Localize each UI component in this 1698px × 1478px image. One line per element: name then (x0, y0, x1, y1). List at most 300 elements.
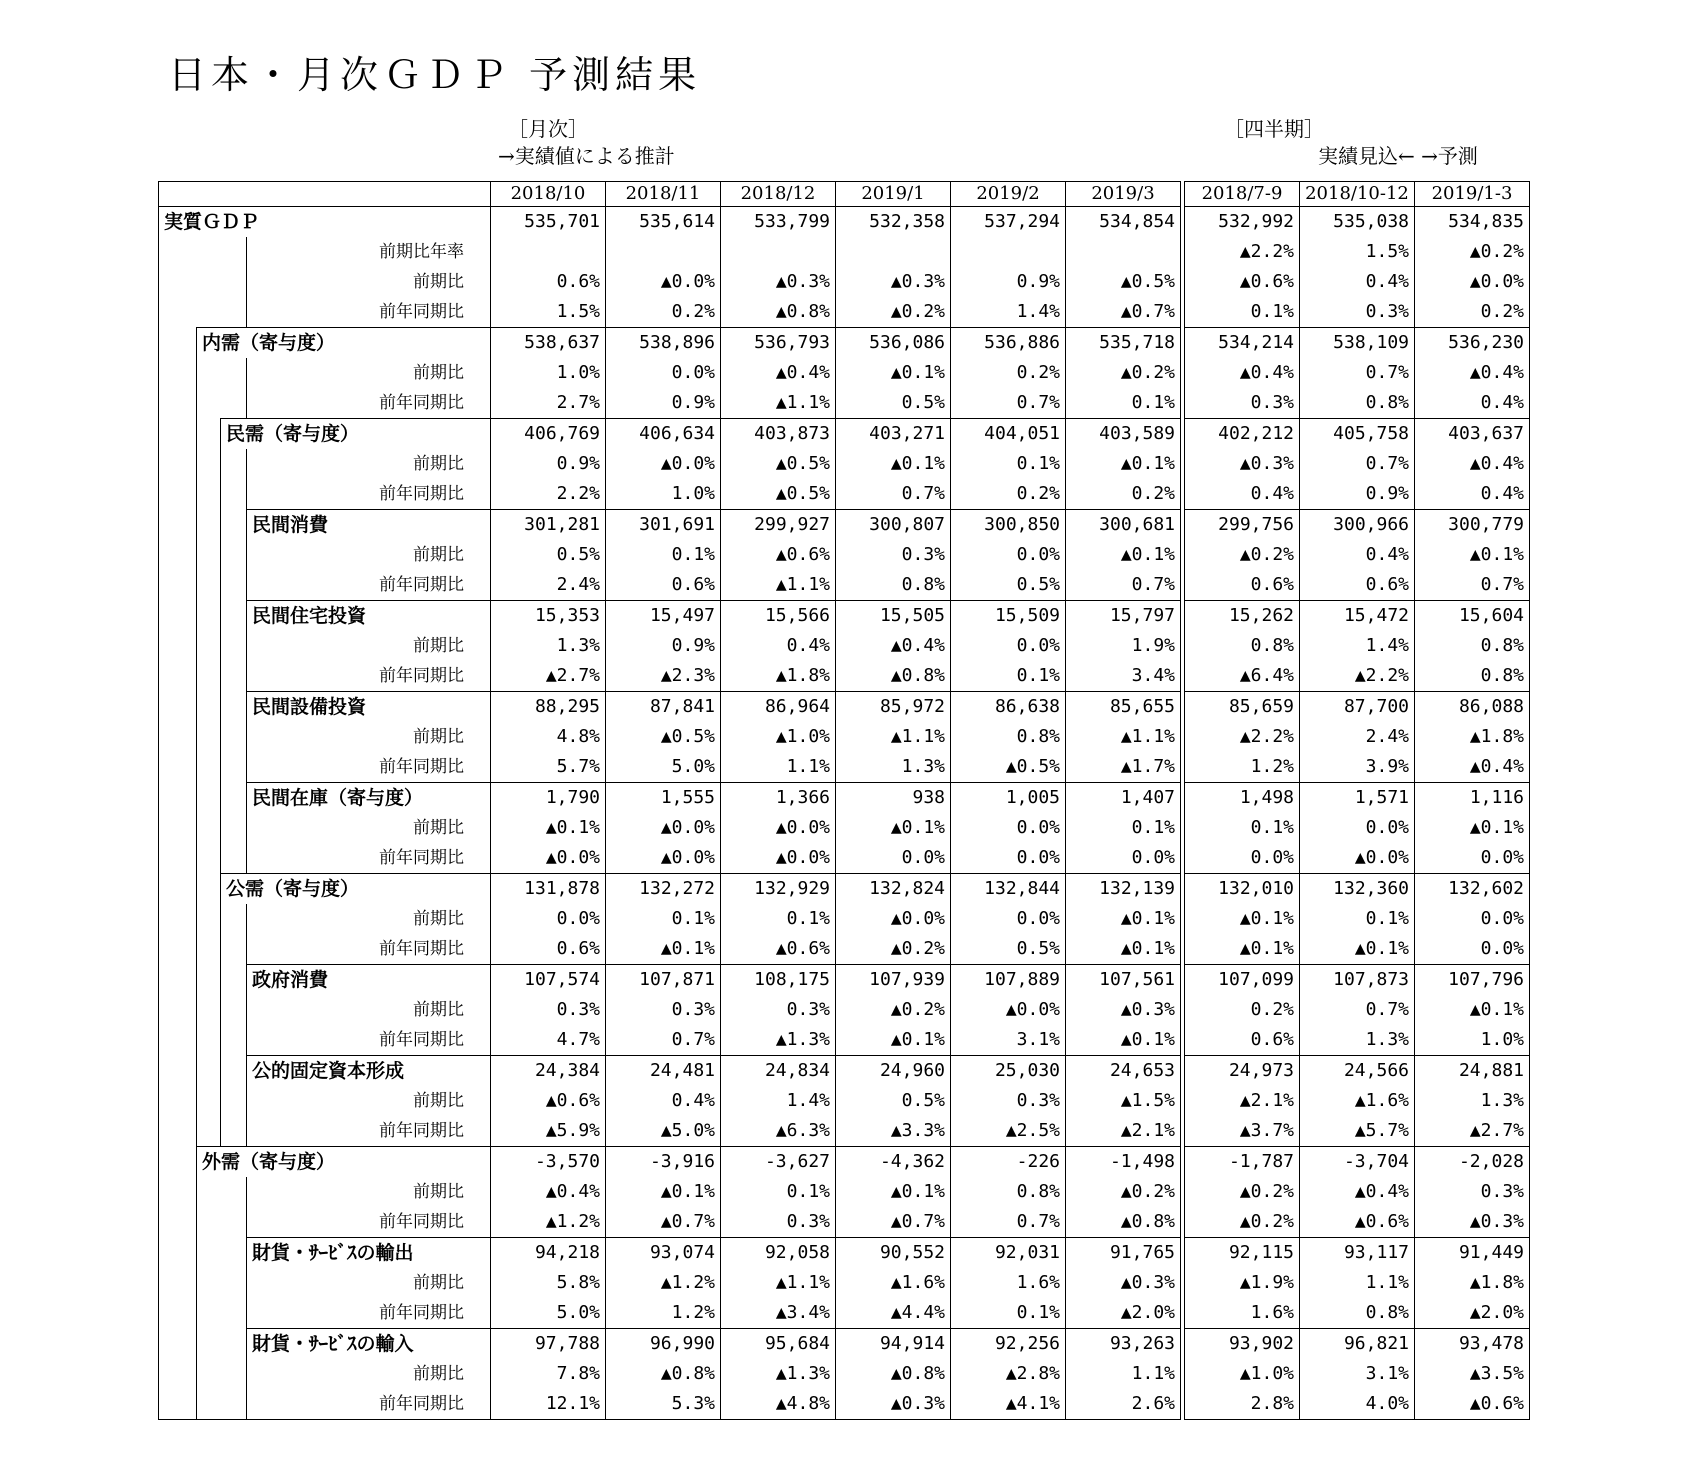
table-row-rate (1185, 237, 1530, 267)
indent-cell (197, 965, 221, 996)
table-row-rate (159, 843, 1181, 874)
table-row-rate (1185, 1298, 1530, 1329)
value-cell: 0.4% (1300, 267, 1415, 297)
indent-cell (159, 449, 197, 479)
table-row-rate (159, 904, 1181, 934)
value-cell: ▲5.9% (491, 1116, 606, 1147)
value-cell: 1,555 (606, 783, 721, 814)
value-cell: 132,602 (1415, 874, 1530, 905)
value-cell: ▲0.2% (1415, 237, 1530, 267)
value-cell: ▲1.2% (606, 1268, 721, 1298)
value-cell: 1.4% (1300, 631, 1415, 661)
indent-cell (221, 570, 247, 601)
value-cell: 0.5% (491, 540, 606, 570)
row-label: 公需（寄与度） (221, 874, 491, 905)
row-sublabel: 前期比 (247, 1268, 491, 1298)
value-cell: 97,788 (491, 1329, 606, 1360)
indent-cell (221, 934, 247, 965)
value-cell: 301,281 (491, 510, 606, 541)
value-cell: ▲2.1% (1066, 1116, 1181, 1147)
value-cell: 535,614 (606, 207, 721, 238)
value-cell: ▲0.8% (721, 297, 836, 328)
value-cell: ▲0.1% (1415, 995, 1530, 1025)
table-row-rate (1185, 1177, 1530, 1207)
value-cell: 92,031 (951, 1238, 1066, 1269)
indent-cell (159, 358, 197, 388)
value-cell: -3,570 (491, 1147, 606, 1178)
row-sublabel: 前期比 (247, 813, 491, 843)
value-cell: 1.1% (1066, 1359, 1181, 1389)
value-cell: 402,212 (1185, 419, 1300, 450)
value-cell: 0.7% (606, 1025, 721, 1056)
indent-cell (221, 1298, 247, 1329)
value-cell: 0.9% (606, 388, 721, 419)
value-cell (606, 237, 721, 267)
value-cell: 0.3% (491, 995, 606, 1025)
table-row-rate (1185, 267, 1530, 297)
value-cell: ▲0.4% (721, 358, 836, 388)
value-cell: 93,074 (606, 1238, 721, 1269)
row-sublabel: 前年同期比 (247, 1116, 491, 1147)
value-cell: 0.6% (1300, 570, 1415, 601)
row-label: 政府消費 (247, 965, 491, 996)
value-cell: 0.7% (951, 388, 1066, 419)
value-cell: ▲1.3% (721, 1359, 836, 1389)
indent-cell (197, 843, 221, 874)
value-cell: 92,115 (1185, 1238, 1300, 1269)
indent-cell (197, 267, 221, 297)
value-cell: 108,175 (721, 965, 836, 996)
value-cell: 25,030 (951, 1056, 1066, 1087)
indent-cell (221, 1086, 247, 1116)
indent-cell (197, 1329, 221, 1360)
value-cell: 0.2% (1415, 297, 1530, 328)
value-cell: 0.1% (951, 1298, 1066, 1329)
value-cell: 1,790 (491, 783, 606, 814)
indent-cell (159, 934, 197, 965)
indent-cell (197, 1086, 221, 1116)
page-title: 日本・月次ＧＤＰ 予測結果 (168, 53, 702, 97)
table-row-rate (159, 267, 1181, 297)
value-cell: ▲0.1% (1066, 449, 1181, 479)
value-cell: 93,117 (1300, 1238, 1415, 1269)
value-cell: ▲0.2% (1239, 544, 1294, 565)
value-cell: ▲0.4% (1415, 752, 1530, 783)
value-cell: 132,824 (836, 874, 951, 905)
value-cell: 95,684 (721, 1329, 836, 1360)
indent-cell (221, 297, 247, 328)
table-row-item (159, 207, 1181, 238)
value-cell: 299,927 (721, 510, 836, 541)
value-cell: 533,799 (721, 207, 836, 238)
value-cell (1066, 237, 1181, 267)
value-cell: -3,916 (606, 1147, 721, 1178)
value-cell: 96,821 (1300, 1329, 1415, 1360)
table-row-item (159, 692, 1181, 723)
indent-cell (197, 661, 221, 692)
value-cell: 0.0% (1415, 843, 1530, 874)
value-cell: 0.6% (1250, 574, 1294, 595)
value-cell: ▲0.1% (1415, 540, 1530, 570)
indent-cell (221, 601, 247, 632)
value-cell: 534,854 (1066, 207, 1181, 238)
indent-cell (159, 1268, 197, 1298)
row-sublabel: 前年同期比 (247, 661, 491, 692)
indent-cell (221, 358, 247, 388)
value-cell: 0.3% (1415, 1177, 1530, 1207)
value-cell: 0.2% (951, 479, 1066, 510)
indent-cell (159, 813, 197, 843)
value-cell: 0.7% (1300, 995, 1415, 1025)
column-header-month: 2018/11 (606, 182, 721, 207)
row-sublabel: 前年同期比 (247, 752, 491, 783)
value-cell: 0.0% (836, 843, 951, 874)
value-cell: ▲0.7% (606, 1207, 721, 1238)
indent-cell (221, 449, 247, 479)
value-cell: ▲0.2% (836, 297, 951, 328)
table-row-rate (159, 722, 1181, 752)
row-sublabel: 前年同期比 (247, 1298, 491, 1329)
value-cell: -3,627 (721, 1147, 836, 1178)
value-cell: 0.0% (951, 813, 1066, 843)
indent-cell (197, 1268, 221, 1298)
value-cell: ▲0.0% (606, 813, 721, 843)
value-cell: ▲3.4% (721, 1298, 836, 1329)
row-label: 民間在庫（寄与度） (247, 783, 491, 814)
value-cell: 1.2% (606, 1298, 721, 1329)
row-sublabel: 前期比 (247, 1086, 491, 1116)
row-sublabel: 前期比 (247, 722, 491, 752)
quarterly-header-row (1185, 182, 1530, 207)
value-cell: ▲0.1% (1066, 1025, 1181, 1056)
value-cell: 1,116 (1415, 783, 1530, 814)
value-cell: 107,871 (606, 965, 721, 996)
value-cell: 1,005 (951, 783, 1066, 814)
table-row-rate (1185, 1389, 1530, 1420)
value-cell: ▲0.1% (1300, 934, 1415, 965)
table-row-rate (1185, 388, 1530, 419)
value-cell: 535,038 (1300, 207, 1415, 238)
value-cell: ▲4.4% (836, 1298, 951, 1329)
value-cell: ▲1.1% (836, 722, 951, 752)
value-cell (491, 237, 606, 267)
value-cell: 2.8% (1185, 1389, 1300, 1420)
indent-cell (159, 1147, 197, 1178)
quarterly-table (1184, 181, 1530, 1420)
table-row-rate (159, 388, 1181, 419)
value-cell: 0.8% (1415, 631, 1530, 661)
value-cell: 96,990 (606, 1329, 721, 1360)
table-row-item (1185, 419, 1530, 450)
row-sublabel: 前年同期比 (247, 843, 491, 874)
column-header-month: 2019/3 (1066, 182, 1181, 207)
value-cell: 1.0% (606, 479, 721, 510)
value-cell: 132,929 (721, 874, 836, 905)
value-cell: 0.7% (1300, 449, 1415, 479)
table-row-item (159, 601, 1181, 632)
column-header-month: 2018/12 (721, 182, 836, 207)
indent-cell (197, 237, 221, 267)
value-cell: 1.4% (721, 1086, 836, 1116)
value-cell: 107,796 (1415, 965, 1530, 996)
value-cell: 0.0% (1250, 847, 1294, 868)
value-cell: -2,028 (1415, 1147, 1530, 1178)
value-cell: ▲0.1% (836, 1177, 951, 1207)
value-cell: 2.7% (491, 388, 606, 419)
value-cell: 0.6% (491, 267, 606, 297)
monthly-header-label: ［月次］ (508, 117, 588, 141)
indent-cell (197, 783, 221, 814)
value-cell (951, 237, 1066, 267)
value-cell: ▲0.2% (1066, 1177, 1181, 1207)
indent-cell (159, 267, 197, 297)
indent-cell (159, 388, 197, 419)
value-cell: 91,765 (1066, 1238, 1181, 1269)
indent-cell (221, 1207, 247, 1238)
indent-cell (159, 1298, 197, 1329)
value-cell: ▲0.0% (606, 843, 721, 874)
value-cell: ▲0.1% (1066, 904, 1181, 934)
value-cell: 0.4% (721, 631, 836, 661)
table-row-item (159, 783, 1181, 814)
value-cell: 0.9% (491, 449, 606, 479)
row-label: 内需（寄与度） (197, 328, 491, 359)
value-cell: ▲5.7% (1300, 1116, 1415, 1147)
value-cell (836, 237, 951, 267)
value-cell: 0.9% (1300, 479, 1415, 510)
value-cell: 1.3% (836, 752, 951, 783)
indent-cell (221, 661, 247, 692)
column-header-month: 2019/1 (836, 182, 951, 207)
value-cell: 0.8% (836, 570, 951, 601)
value-cell: ▲1.0% (721, 722, 836, 752)
value-cell: ▲0.0% (836, 904, 951, 934)
table-row-item (1185, 1056, 1530, 1087)
value-cell: ▲0.5% (951, 752, 1066, 783)
indent-cell (159, 1389, 197, 1420)
indent-cell (159, 904, 197, 934)
value-cell: 0.3% (721, 995, 836, 1025)
table-row-item (159, 1147, 1181, 1178)
value-cell: 0.8% (951, 722, 1066, 752)
value-cell: 94,218 (491, 1238, 606, 1269)
monthly-header-row (159, 182, 1181, 207)
table-row-rate (159, 1359, 1181, 1389)
indent-cell (221, 1177, 247, 1207)
value-cell: ▲0.0% (606, 267, 721, 297)
value-cell: 0.7% (1066, 570, 1181, 601)
table-row-item (159, 965, 1181, 996)
value-cell: 24,881 (1415, 1056, 1530, 1087)
value-cell: ▲1.1% (1066, 722, 1181, 752)
value-cell: 4.8% (491, 722, 606, 752)
indent-cell (159, 479, 197, 510)
value-cell: ▲1.8% (1415, 1268, 1530, 1298)
value-cell: 15,505 (836, 601, 951, 632)
value-cell: ▲6.3% (721, 1116, 836, 1147)
row-sublabel: 前期比 (247, 631, 491, 661)
indent-cell (221, 752, 247, 783)
value-cell: 0.2% (1066, 479, 1181, 510)
indent-cell (159, 722, 197, 752)
row-label: 民需（寄与度） (221, 419, 491, 450)
value-cell: ▲0.5% (721, 449, 836, 479)
value-cell: 535,701 (491, 207, 606, 238)
table-row-rate (1185, 843, 1530, 874)
indent-cell (159, 874, 197, 905)
value-cell: 1.1% (721, 752, 836, 783)
table-row-rate (1185, 631, 1530, 661)
value-cell: ▲0.0% (1415, 267, 1530, 297)
value-cell: 0.3% (951, 1086, 1066, 1116)
indent-cell (197, 904, 221, 934)
row-label: 財貨・ｻｰﾋﾞｽの輸出 (247, 1238, 491, 1269)
value-cell: 132,844 (951, 874, 1066, 905)
table-row-item (1185, 1147, 1530, 1178)
table-row-rate (1185, 1207, 1530, 1238)
value-cell: ▲5.0% (606, 1116, 721, 1147)
value-cell: 5.8% (491, 1268, 606, 1298)
table-row-rate (159, 1177, 1181, 1207)
value-cell: 0.3% (1300, 297, 1415, 328)
value-cell: ▲2.2% (1239, 726, 1294, 747)
value-cell: 403,271 (836, 419, 951, 450)
indent-cell (221, 1056, 247, 1087)
indent-cell (197, 1359, 221, 1389)
value-cell: ▲0.7% (836, 1207, 951, 1238)
value-cell: 0.3% (1250, 392, 1294, 413)
column-header-quarter: 2019/1-3 (1415, 182, 1530, 207)
value-cell: -3,704 (1300, 1147, 1415, 1178)
value-cell: 15,509 (951, 601, 1066, 632)
table-row-item (1185, 874, 1530, 905)
value-cell: -226 (951, 1147, 1066, 1178)
value-cell: 0.1% (1250, 301, 1294, 322)
value-cell: ▲1.6% (1300, 1086, 1415, 1116)
indent-cell (159, 1025, 197, 1056)
value-cell: ▲0.0% (951, 995, 1066, 1025)
value-cell: 0.9% (606, 631, 721, 661)
value-cell: ▲0.2% (1239, 1181, 1294, 1202)
value-cell: 0.7% (836, 479, 951, 510)
monthly-table (158, 181, 1181, 1420)
indent-cell (197, 995, 221, 1025)
value-cell: ▲0.6% (1239, 271, 1294, 292)
value-cell: 132,272 (606, 874, 721, 905)
value-cell: 0.1% (1250, 817, 1294, 838)
value-cell: 88,295 (491, 692, 606, 723)
row-label: 実質ＧＤＰ (159, 207, 491, 238)
value-cell: 0.0% (951, 843, 1066, 874)
indent-cell (159, 995, 197, 1025)
value-cell: ▲0.0% (606, 449, 721, 479)
indent-cell (197, 752, 221, 783)
value-cell: 0.1% (951, 661, 1066, 692)
table-row-rate (159, 1268, 1181, 1298)
indent-cell (159, 1207, 197, 1238)
value-cell: 3.1% (951, 1025, 1066, 1056)
value-cell: ▲4.8% (721, 1389, 836, 1420)
indent-cell (159, 965, 197, 996)
value-cell: 85,655 (1066, 692, 1181, 723)
value-cell: ▲0.1% (1066, 540, 1181, 570)
value-cell: ▲4.1% (951, 1389, 1066, 1420)
value-cell: ▲0.8% (836, 1359, 951, 1389)
row-sublabel: 前年同期比 (247, 1207, 491, 1238)
value-cell: 532,992 (1185, 207, 1300, 238)
value-cell: ▲0.3% (1066, 995, 1181, 1025)
value-cell: ▲0.1% (1066, 934, 1181, 965)
value-cell: ▲1.3% (721, 1025, 836, 1056)
value-cell: 0.7% (1415, 570, 1530, 601)
value-cell: 1.5% (491, 297, 606, 328)
value-cell: 0.8% (1300, 1298, 1415, 1329)
value-cell: 0.4% (606, 1086, 721, 1116)
table-row-rate (1185, 358, 1530, 388)
table-row-rate (1185, 1086, 1530, 1116)
table-row-rate (159, 237, 1181, 267)
table-row-rate (1185, 479, 1530, 510)
value-cell: -4,362 (836, 1147, 951, 1178)
table-row-item (159, 510, 1181, 541)
value-cell: ▲0.6% (721, 934, 836, 965)
value-cell: ▲6.4% (1239, 665, 1294, 686)
row-sublabel: 前年同期比 (247, 1025, 491, 1056)
indent-cell (197, 1389, 221, 1420)
indent-cell (159, 510, 197, 541)
value-cell: 300,966 (1300, 510, 1415, 541)
row-label: 民間消費 (247, 510, 491, 541)
indent-cell (197, 510, 221, 541)
indent-cell (221, 1116, 247, 1147)
indent-cell (159, 570, 197, 601)
indent-cell (221, 540, 247, 570)
value-cell: 4.7% (491, 1025, 606, 1056)
value-cell: ▲0.8% (1066, 1207, 1181, 1238)
value-cell: 0.3% (836, 540, 951, 570)
indent-cell (221, 692, 247, 723)
value-cell: 538,637 (491, 328, 606, 359)
value-cell: ▲2.2% (1239, 241, 1294, 262)
indent-cell (197, 1238, 221, 1269)
value-cell: 15,566 (721, 601, 836, 632)
value-cell: ▲1.1% (721, 570, 836, 601)
value-cell: 24,834 (721, 1056, 836, 1087)
value-cell: 132,360 (1300, 874, 1415, 905)
table-row-rate (159, 813, 1181, 843)
indent-cell (197, 601, 221, 632)
indent-cell (197, 358, 221, 388)
table-row-rate (159, 934, 1181, 965)
value-cell: 1.0% (1415, 1025, 1530, 1056)
value-cell: 24,973 (1185, 1056, 1300, 1087)
row-sublabel: 前期比 (247, 540, 491, 570)
value-cell: ▲0.4% (836, 631, 951, 661)
row-sublabel: 前年同期比 (247, 1389, 491, 1420)
value-cell: ▲1.5% (1066, 1086, 1181, 1116)
value-cell: ▲0.1% (606, 1177, 721, 1207)
value-cell: 0.4% (1300, 540, 1415, 570)
value-cell: 15,497 (606, 601, 721, 632)
value-cell: 534,214 (1185, 328, 1300, 359)
table-row-rate (1185, 722, 1530, 752)
value-cell: 0.2% (606, 297, 721, 328)
indent-cell (159, 237, 197, 267)
value-cell: 91,449 (1415, 1238, 1530, 1269)
indent-cell (197, 1116, 221, 1147)
value-cell: ▲2.0% (1415, 1298, 1530, 1329)
value-cell: 0.1% (606, 904, 721, 934)
